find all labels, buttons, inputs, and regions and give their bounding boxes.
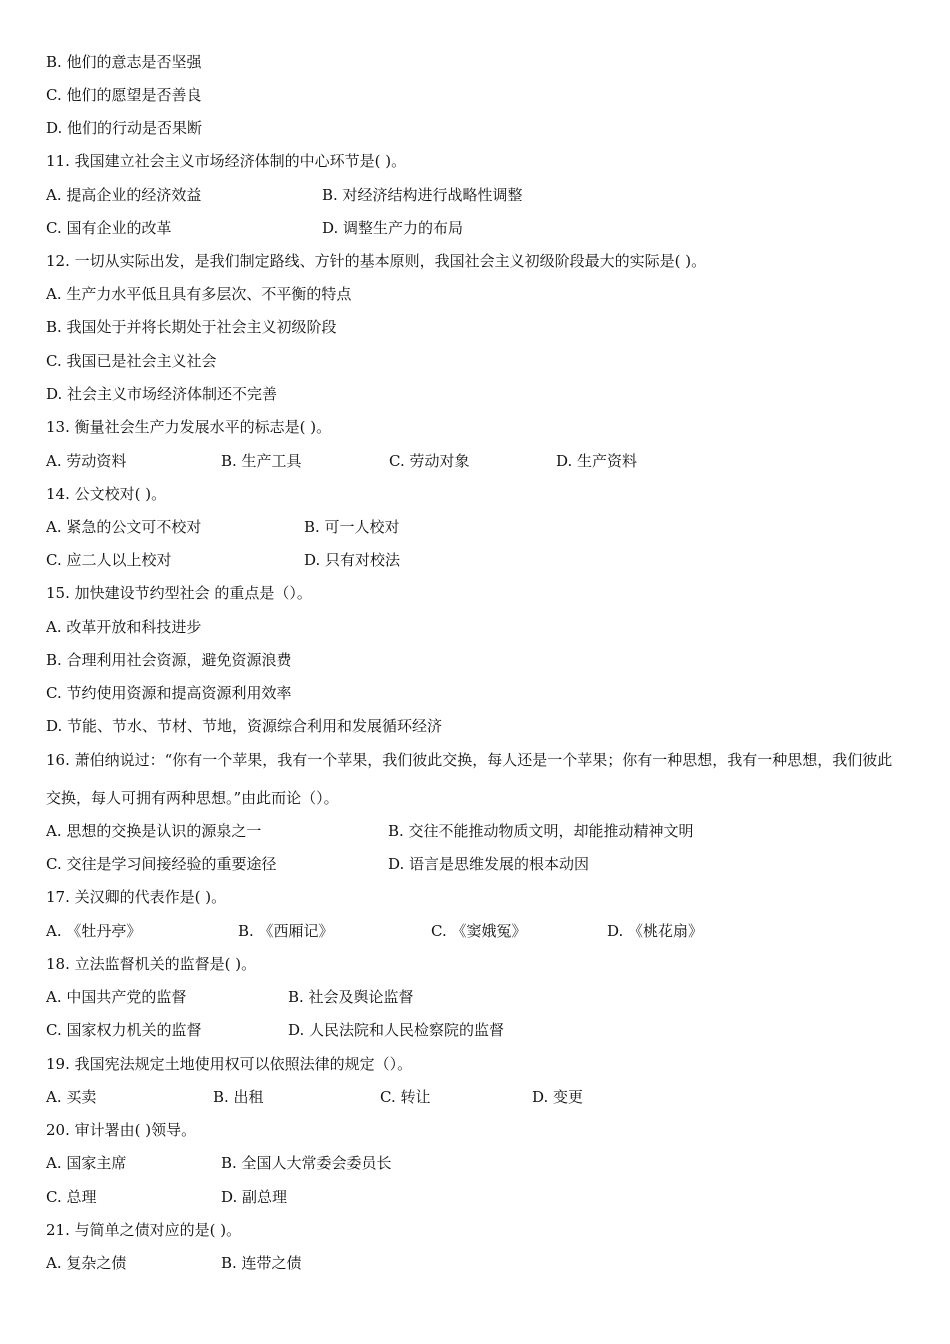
option-a: A. 思想的交换是认识的源泉之一 xyxy=(46,822,262,840)
option-a: A. 提高企业的经济效益 xyxy=(46,186,202,204)
option-a: A. 买卖 xyxy=(46,1088,97,1106)
question-15: 15. 加快建设节约型社会 的重点是（）。 xyxy=(46,584,312,602)
option-c: C. 交往是学习间接经验的重要途径 xyxy=(46,855,277,873)
option-c: C. 国家权力机关的监督 xyxy=(46,1021,202,1039)
question-12: 12. 一切从实际出发，是我们制定路线、方针的基本原则，我国社会主义初级阶段最大的实际是( )。 xyxy=(46,252,707,270)
option-c: C. 应二人以上校对 xyxy=(46,551,172,569)
option-b: B. 连带之债 xyxy=(221,1254,302,1272)
option-b: B. 交往不能推动物质文明，却能推动精神文明 xyxy=(388,822,694,840)
option-d: D. 副总理 xyxy=(221,1188,288,1206)
option-d: D. 只有对校法 xyxy=(304,551,401,569)
question-18: 18. 立法监督机关的监督是( )。 xyxy=(46,955,257,973)
option-d: D. 调整生产力的布局 xyxy=(322,219,464,237)
question-14: 14. 公文校对( )。 xyxy=(46,485,167,503)
option-c: C. 节约使用资源和提高资源利用效率 xyxy=(46,684,292,702)
option-d: D. 社会主义市场经济体制还不完善 xyxy=(46,385,278,403)
option-a: A. 复杂之债 xyxy=(46,1254,127,1272)
question-19: 19. 我国宪法规定土地使用权可以依照法律的规定（）。 xyxy=(46,1055,413,1073)
option-d: D. 语言是思维发展的根本动因 xyxy=(388,855,590,873)
option-a: A. 生产力水平低且具有多层次、不平衡的特点 xyxy=(46,285,352,303)
option-a: A. 改革开放和科技进步 xyxy=(46,618,202,636)
question-16: 16. 萧伯纳说过：“你有一个苹果，我有一个苹果，我们彼此交换，每人还是一个苹果；你有一种思想，我有一种思想，我们彼此交换，每人可拥有两种思想。”由此而论（）。 xyxy=(46,751,893,807)
question-21: 21. 与简单之债对应的是( )。 xyxy=(46,1221,242,1239)
question-20: 20. 审计署由( )领导。 xyxy=(46,1121,197,1139)
question-13: 13. 衡量社会生产力发展水平的标志是( )。 xyxy=(46,418,332,436)
option-a: A. 《牡丹亭》 xyxy=(46,922,142,940)
option-d: D. 变更 xyxy=(532,1088,584,1106)
option-b: B. 生产工具 xyxy=(221,452,302,470)
option-d: D. 节能、节水、节材、节地，资源综合利用和发展循环经济 xyxy=(46,717,443,735)
option-a: A. 国家主席 xyxy=(46,1154,127,1172)
option-a: A. 中国共产党的监督 xyxy=(46,988,187,1006)
option-c: C. 国有企业的改革 xyxy=(46,219,172,237)
option-b: B. 对经济结构进行战略性调整 xyxy=(322,186,523,204)
option-d: D. 《桃花扇》 xyxy=(607,922,704,940)
option-c: C. 《窦娥冤》 xyxy=(431,922,527,940)
option-b: B. 出租 xyxy=(213,1088,264,1106)
option-b: B. 我国处于并将长期处于社会主义初级阶段 xyxy=(46,318,337,336)
option-line: B. 他们的意志是否坚强 xyxy=(46,53,202,71)
option-b: B. 可一人校对 xyxy=(304,518,400,536)
option-d: D. 人民法院和人民检察院的监督 xyxy=(288,1021,505,1039)
option-a: A. 劳动资料 xyxy=(46,452,127,470)
option-b: B. 《西厢记》 xyxy=(238,922,334,940)
option-c: C. 我国已是社会主义社会 xyxy=(46,352,217,370)
question-11: 11. 我国建立社会主义市场经济体制的中心环节是( )。 xyxy=(46,152,407,170)
option-b: B. 全国人大常委会委员长 xyxy=(221,1154,392,1172)
question-17: 17. 关汉卿的代表作是( )。 xyxy=(46,888,227,906)
option-line: C. 他们的愿望是否善良 xyxy=(46,86,202,104)
option-a: A. 紧急的公文可不校对 xyxy=(46,518,202,536)
option-d: D. 生产资料 xyxy=(556,452,638,470)
option-c: C. 转让 xyxy=(380,1088,431,1106)
option-c: C. 劳动对象 xyxy=(389,452,470,470)
option-c: C. 总理 xyxy=(46,1188,97,1206)
option-b: B. 合理利用社会资源，避免资源浪费 xyxy=(46,651,292,669)
option-line: D. 他们的行动是否果断 xyxy=(46,119,203,137)
option-b: B. 社会及舆论监督 xyxy=(288,988,414,1006)
